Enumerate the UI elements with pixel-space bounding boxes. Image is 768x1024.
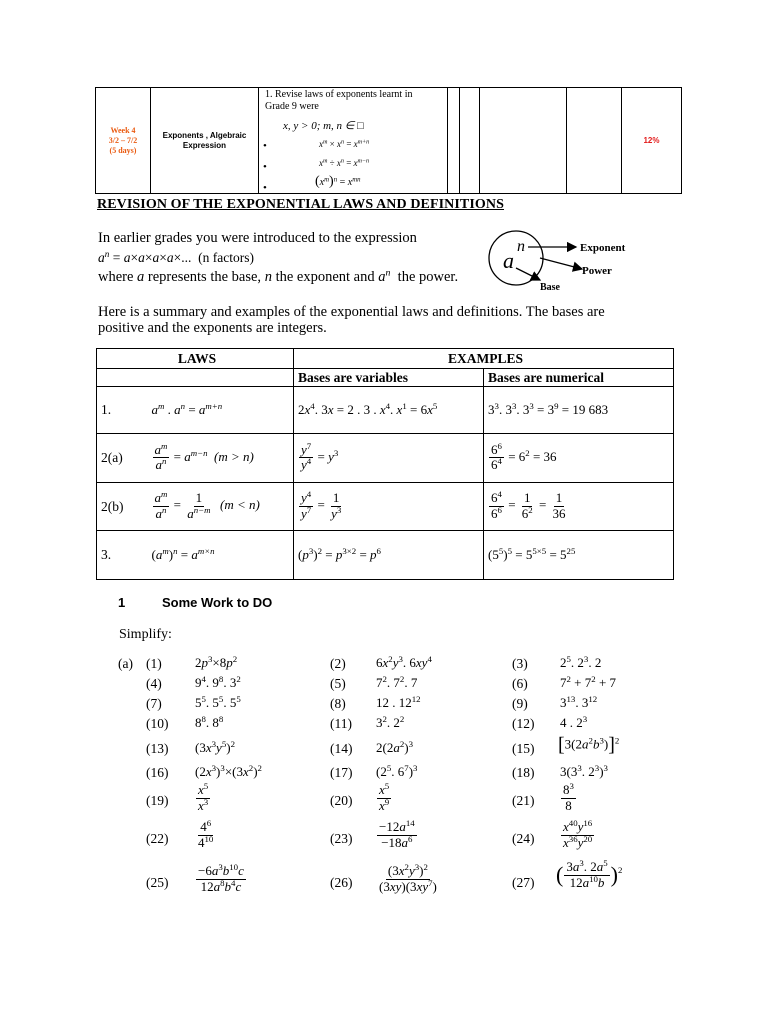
summary-line-2: positive and the exponents are integers. bbox=[98, 320, 327, 336]
exercise-label-19: (19) bbox=[146, 793, 169, 808]
exercise-label-18: (18) bbox=[512, 765, 535, 780]
variables-subheader: Bases are variables bbox=[294, 369, 484, 387]
exercise-14: $2(2a^2)^3$ bbox=[376, 739, 414, 755]
exponent-conditions: x, y > 0; m, n ∈ □ bbox=[283, 120, 364, 132]
exercise-15: $[3(2a^2b^3)]^2$ bbox=[558, 734, 620, 756]
empty-cell-3 bbox=[480, 88, 567, 194]
revise-line-2: Grade 9 were bbox=[265, 101, 319, 112]
exercise-label-6: (6) bbox=[512, 676, 528, 691]
exercise-27: ( $\frac{3a^3. 2a^5}{12a^{10}b}$ )$^2$ bbox=[556, 858, 623, 890]
topic-line-1: Exponents , Algebraic bbox=[162, 130, 247, 140]
laws-table bbox=[96, 348, 674, 580]
exercise-8: 12 . $12^{12}$ bbox=[376, 694, 421, 710]
part-a-label: (a) bbox=[118, 656, 133, 671]
bullet-1: • bbox=[263, 140, 267, 152]
power-definition: $a^n = a\times a\times a\times a\times$... (n factors) bbox=[98, 248, 254, 265]
exercise-label-22: (22) bbox=[146, 831, 169, 846]
exercise-20: $\frac{x^5}{x^9}$ bbox=[379, 781, 390, 813]
simplify-instruction: Simplify: bbox=[119, 627, 172, 642]
law-2a-result: 36 bbox=[543, 448, 557, 464]
weight-percent: 12% bbox=[622, 88, 682, 194]
base-label: Base bbox=[540, 282, 560, 293]
exponent-diagram bbox=[480, 228, 640, 294]
law-2b-example-numerical: $\frac{6^4}{6^6}$ = $\frac{1}{6^2}$ = $\frac{1}{36}$ bbox=[484, 482, 674, 531]
law-1-example-numerical: $3^3$. $3^3$. $3^3 = 3^9 = 19$ 683 bbox=[484, 387, 674, 434]
exercise-label-27: (27) bbox=[512, 875, 535, 890]
law-2a-condition: (m > n) bbox=[213, 448, 254, 464]
exercise-26: $\frac{(3x^2y^3)^2}{(3xy)(3xy^7)}$ bbox=[379, 862, 437, 894]
exercise-label-11: (11) bbox=[330, 716, 352, 731]
exercise-23: $\frac{-12a^{14}}{-18a^6}$ bbox=[379, 818, 415, 850]
power-arrow bbox=[540, 258, 582, 269]
examples-header: EXAMPLES bbox=[294, 349, 674, 369]
law-3: $(a^m)^n = a^{m\times n}$ bbox=[148, 531, 294, 580]
exercise-label-12: (12) bbox=[512, 716, 535, 731]
empty-subheader bbox=[97, 369, 294, 387]
factors-text: (n factors) bbox=[198, 250, 254, 265]
law-number-2b: 2(b) bbox=[97, 482, 148, 531]
section-title: Some Work to DO bbox=[162, 595, 273, 610]
exercise-19: $\frac{x^5}{x^3}$ bbox=[198, 781, 209, 813]
exercise-2: $6x^2y^3$. $6xy^4$ bbox=[376, 654, 432, 670]
revise-line-1: 1. Revise laws of exponents learnt in bbox=[265, 89, 413, 100]
law-2a-example-variable: $\frac{y^7}{y^4}$ = $y^3$ bbox=[294, 434, 484, 483]
exercise-6: $7^2 + 7^2 + 7$ bbox=[560, 674, 617, 690]
exercise-12: 4 . $2^3$ bbox=[560, 714, 588, 730]
exercise-label-3: (3) bbox=[512, 656, 528, 671]
exercise-label-7: (7) bbox=[146, 696, 162, 711]
revision-heading: REVISION OF THE EXPONENTIAL LAWS AND DEFINITIONS bbox=[97, 197, 505, 212]
power-label: Power bbox=[582, 265, 612, 277]
exercise-label-23: (23) bbox=[330, 831, 353, 846]
exercise-label-25: (25) bbox=[146, 875, 169, 890]
law-2a-example-numerical: $\frac{6^6}{6^4}$ = $6^2 = 36$ bbox=[484, 434, 674, 483]
base-arrow bbox=[516, 268, 540, 280]
law-number-3: 3. bbox=[97, 531, 148, 580]
laws-header: LAWS bbox=[97, 349, 294, 369]
exercise-label-26: (26) bbox=[330, 875, 353, 890]
law-2a: $\frac{a^m}{a^n}$ = $a^{m-n}$ (m > n) bbox=[148, 434, 294, 483]
exercise-17: ($2^5$. $6^7)^3$ bbox=[376, 763, 418, 779]
law-2b: $\frac{a^m}{a^n}$ = $\frac{1}{a^{n-m}}$ (m < n) bbox=[148, 482, 294, 531]
week-cell bbox=[96, 88, 151, 194]
exercise-22: $\frac{4^6}{4^{10}}$ bbox=[198, 818, 214, 850]
exercise-label-2: (2) bbox=[330, 656, 346, 671]
exercise-1: $2p^3\times 8p^2$ bbox=[195, 654, 238, 670]
exercise-10: $8^8$. $8^8$ bbox=[195, 714, 224, 730]
exercise-label-1: (1) bbox=[146, 656, 162, 671]
exponent-label: Exponent bbox=[580, 242, 626, 254]
exercise-label-9: (9) bbox=[512, 696, 528, 711]
intro-text: In earlier grades you were introduced to the expression bbox=[98, 230, 417, 246]
exercise-4: $9^4$. $9^8$. $3^2$ bbox=[195, 674, 241, 690]
exercise-label-15: (15) bbox=[512, 741, 535, 756]
exercise-label-20: (20) bbox=[330, 793, 353, 808]
empty-cell-2 bbox=[460, 88, 480, 194]
law-quotient: $x^m \div x^n = x^{m-n}$ bbox=[319, 158, 370, 168]
bullet-3: • bbox=[263, 182, 267, 194]
exercise-label-16: (16) bbox=[146, 765, 169, 780]
exercise-label-17: (17) bbox=[330, 765, 353, 780]
law-number-1: 1. bbox=[97, 387, 148, 434]
diagram-base-a: a bbox=[503, 248, 514, 273]
exercise-16: $(2x^3)^3\times(3x^2)^2$ bbox=[195, 763, 262, 779]
exercise-label-5: (5) bbox=[330, 676, 346, 691]
law-1-example-variable: $2x^4$. 3x = 2 . 3 . $x^4$. $x^1 = 6x^5$ bbox=[294, 387, 484, 434]
revise-cell bbox=[259, 88, 448, 194]
exercise-label-8: (8) bbox=[330, 696, 346, 711]
exercise-11: $3^2$. $2^2$ bbox=[376, 714, 405, 730]
exercise-13: $(3x^3y^5)^2$ bbox=[195, 739, 236, 755]
exercise-9: $3^{13}$. $3^{12}$ bbox=[560, 694, 598, 710]
exercise-25: $\frac{-6a^3b^{10}c}{12a^8b^4c}$ bbox=[198, 862, 244, 894]
exercise-3: $2^5$. $2^3$. 2 bbox=[560, 654, 602, 670]
law-1-result: 19 683 bbox=[572, 402, 609, 418]
exercise-label-21: (21) bbox=[512, 793, 535, 808]
law-power: $(x^m)^n = x^{mn}$ bbox=[315, 174, 361, 189]
week-dates: 3/2 – 7/2 bbox=[108, 135, 138, 145]
exercise-label-13: (13) bbox=[146, 741, 169, 756]
exercise-5: $7^2$. $7^2$. 7 bbox=[376, 674, 418, 690]
exercise-7: $5^5$. $5^5$. $5^5$ bbox=[195, 694, 241, 710]
law-2b-condition: (m < n) bbox=[219, 497, 260, 513]
exercise-21: $\frac{8^3}{8}$ bbox=[563, 781, 574, 813]
where-text: where a represents the base, n the exponent and $a^n$ the power. bbox=[98, 267, 459, 285]
section-number: 1 bbox=[118, 595, 126, 610]
law-product: $x^m \times x^n = x^{m+n}$ bbox=[319, 139, 370, 149]
law-number-2a: 2(a) bbox=[97, 434, 148, 483]
bullet-2: • bbox=[263, 161, 267, 173]
diagram-exponent-n: n bbox=[517, 238, 525, 255]
law-3-example-numerical: $(5^5)^5 = 5^{5\times 5} = 5^{25}$ bbox=[484, 531, 674, 580]
law-1: $a^m$ . $a^n = a^{m+n}$ bbox=[148, 387, 294, 434]
exercise-24: $\frac{x^{40}y^{16}}{x^{36}y^{20}}$ bbox=[563, 818, 593, 850]
topic-cell bbox=[151, 88, 259, 194]
law-2b-example-variable: $\frac{y^4}{y^7}$ = $\frac{1}{y^3}$ bbox=[294, 482, 484, 531]
week-days: (5 days) bbox=[109, 145, 137, 155]
law-2b-result: 1 bbox=[555, 490, 563, 506]
empty-cell-1 bbox=[448, 88, 460, 194]
week-schedule-table bbox=[95, 87, 682, 194]
exercise-label-10: (10) bbox=[146, 716, 169, 731]
exercise-18: $3(3^3$. $2^3)^3$ bbox=[560, 763, 608, 779]
empty-cell-4 bbox=[567, 88, 622, 194]
law-3-example-variable: $(p^3)^2 = p^{3\times 2} = p^6$ bbox=[294, 531, 484, 580]
numerical-subheader: Bases are numerical bbox=[484, 369, 674, 387]
exercise-label-4: (4) bbox=[146, 676, 162, 691]
exercise-label-24: (24) bbox=[512, 831, 535, 846]
summary-line-1: Here is a summary and examples of the exponential laws and definitions. The bases are bbox=[98, 304, 605, 320]
topic-line-2: Expression bbox=[182, 140, 227, 150]
exercise-label-14: (14) bbox=[330, 741, 353, 756]
week-label: Week 4 bbox=[110, 125, 136, 135]
